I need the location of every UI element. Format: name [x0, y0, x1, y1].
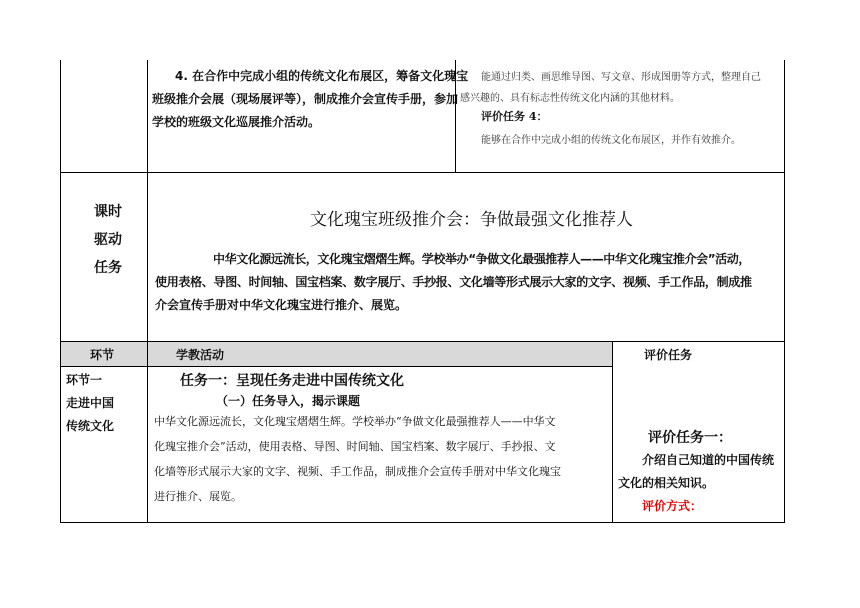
activity-line: 学校的班级文化巡展推介活动。 — [152, 115, 321, 129]
header-row-bg — [60, 342, 612, 366]
task-subtitle: （一）任务导入，揭示课题 — [216, 394, 361, 408]
eval-method-label: 评价方式： — [642, 499, 703, 513]
rule-stage-bottom — [60, 522, 785, 523]
header-evaluation: 评价任务 — [644, 348, 693, 362]
drive-title: 文化瑰宝班级推介会：争做最强文化推荐人 — [310, 210, 633, 230]
activity-line: 班级推介会展（现场展评等），制成推介会宣传手册，参加 — [152, 92, 459, 106]
eval-task1-line: 文化的相关知识。 — [618, 476, 715, 490]
stage1-body-line: 化墙等形式展示大家的文字、视频、手工作品，制成推介会宣传手册对中华文化瑰宝 — [154, 465, 561, 478]
stage1-label: 走进中国 — [66, 396, 115, 410]
drive-body-line: 介会宣传手册对中华文化瑰宝进行推介、展览。 — [155, 298, 408, 312]
eval-line: 能通过归类、画思维导图、写文章、形成图册等方式，整理自己 — [481, 72, 761, 83]
header-activity: 学教活动 — [176, 348, 225, 362]
task-title: 任务一：呈现任务走进中国传统文化 — [180, 373, 404, 389]
eval-task1-line: 介绍自己知道的中国传统 — [642, 453, 775, 467]
header-stage: 环节 — [90, 348, 115, 362]
stage1-label: 传统文化 — [66, 419, 115, 433]
drive-body-line: 中华文化源远流长，文化瑰宝熠熠生辉。学校举办“争做文化最强推荐人——中华文化瑰宝推介会”活动， — [213, 252, 750, 266]
rule-right — [784, 60, 785, 523]
drive-body-line: 使用表格、导图、时间轴、国宝档案、数字展厅、手抄报、文化墙等形式展示大家的文字、视频、手工作品，制成推 — [155, 275, 752, 289]
drive-label: 课时 — [94, 204, 122, 220]
rule-header-top — [60, 341, 785, 342]
eval-task4-title: 评价任务 4： — [481, 110, 548, 123]
stage1-body-line: 化瑰宝推介会”活动，使用表格、导图、时间轴、国宝档案、数字展厅、手抄报、文 — [154, 440, 556, 453]
drive-label: 驱动 — [94, 232, 122, 248]
stage1-body-line: 中华文化源远流长，文化瑰宝熠熠生辉。学校举办“争做文化最强推荐人——中华文 — [154, 415, 556, 428]
eval-task4-text: 能够在合作中完成小组的传统文化布展区，并作有效推介。 — [481, 135, 741, 146]
rule-top-row-bottom — [60, 172, 785, 173]
eval-line: 感兴趣的、具有标志性传统文化内涵的其他材料。 — [460, 93, 680, 104]
activity-line: 4. 在合作中完成小组的传统文化布展区，筹备文化瑰宝 — [175, 69, 469, 83]
rule-header-bottom — [60, 366, 612, 367]
rule-lower-col2 — [612, 341, 613, 523]
stage1-label: 环节一 — [66, 373, 103, 387]
eval-task1-title: 评价任务一： — [648, 430, 732, 446]
rule-col1 — [147, 60, 148, 523]
stage1-body-line: 进行推介、展览。 — [154, 490, 242, 503]
drive-label: 任务 — [94, 260, 122, 276]
rule-left — [60, 60, 61, 523]
